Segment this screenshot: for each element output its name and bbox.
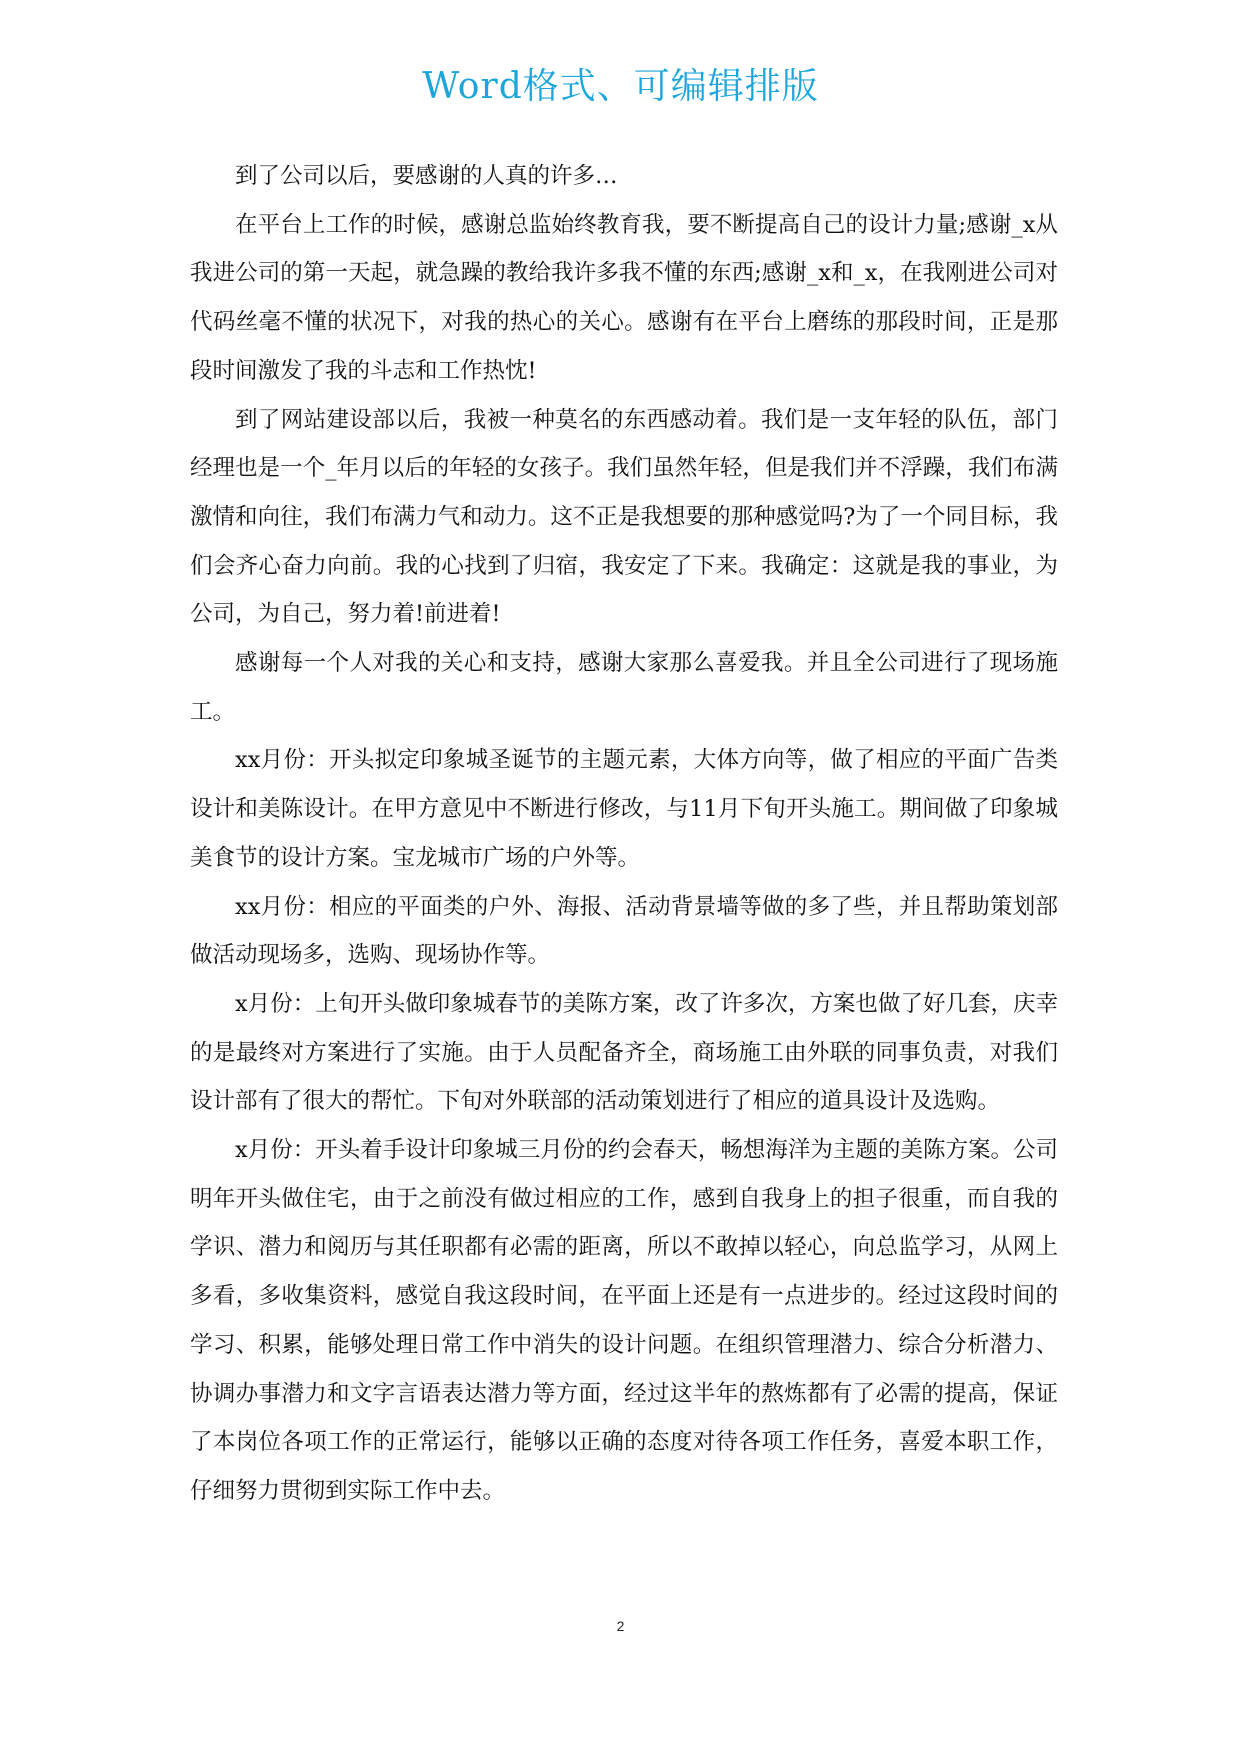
page-number: 2 — [616, 1618, 625, 1634]
paragraph: 到了公司以后，要感谢的人真的许多… — [235, 163, 618, 189]
header-title: Word格式、可编辑排版 — [422, 66, 819, 107]
paragraph: x月份：开头着手设计印象城三月份的约会春天，畅想海洋为主题的美陈方案。公司明年开头做住宅，由于之前没有做过相应的工作，感到自我身上的担子很重，而自我的学识、潜力和阅历与其任职都有必需的距离，所以不敢掉以轻心，向总监学习，从网上多看，多收集资料，感觉自我这段时间，在平面上还是有一点进步的。经过这段时间的学习、积累，能够处理日常工作中消失的设计问题。在组织管理潜力、综合分析潜力、协调办事潜力和文字言语表达潜力等方面，经过这半年的熬炼都有了必需的提高，保证了本岗位各项工作的正常运行，能够以正确的态度对待各项工作任务，喜爱本职工作，仔细努力贯彻到实际工作中去。 — [190, 1137, 1058, 1504]
paragraph: xx月份：相应的平面类的户外、海报、活动背景墙等做的多了些，并且帮助策划部做活动现场多，选购、现场协作等。 — [190, 893, 1058, 969]
paragraph: 感谢每一个人对我的关心和支持，感谢大家那么喜爱我。并且全公司进行了现场施工。 — [190, 650, 1058, 725]
paragraph: 到了网站建设部以后，我被一种莫名的东西感动着。我们是一支年轻的队伍，部门经理也是一个_年月以后的年轻的女孩子。我们虽然年轻，但是我们并不浮躁，我们布满激情和向往，我们布满力气和动力。这不正是我想要的那种感觉吗?为了一个同目标，我们会齐心奋力向前。我的心找到了归宿，我安定了下来。我确定：这就是我的事业，为公司，为自己，努力着!前进着! — [190, 406, 1058, 628]
paragraph: x月份：上旬开头做印象城春节的美陈方案，改了许多次，方案也做了好几套，庆幸的是最终对方案进行了实施。由于人员配备齐全，商场施工由外联的同事负责，对我们设计部有了很大的帮忙。下旬对外联部的活动策划进行了相应的道具设计及选购。 — [190, 990, 1058, 1115]
paragraph: xx月份：开头拟定印象城圣诞节的主题元素，大体方向等，做了相应的平面广告类设计和美陈设计。在甲方意见中不断进行修改，与11月下旬开头施工。期间做了印象城美食节的设计方案。宝龙城市广场的户外等。 — [190, 747, 1058, 871]
document-body — [190, 152, 1058, 1516]
paragraph: 在平台上工作的时候，感谢总监始终教育我，要不断提高自己的设计力量;感谢_x从我进公司的第一天起，就急躁的教给我许多我不懂的东西;感谢_x和_x，在我刚进公司对代码丝毫不懂的状况下，对我的热心的关心。感谢有在平台上磨练的那段时间，正是那段时间激发了我的斗志和工作热忱! — [190, 211, 1058, 384]
